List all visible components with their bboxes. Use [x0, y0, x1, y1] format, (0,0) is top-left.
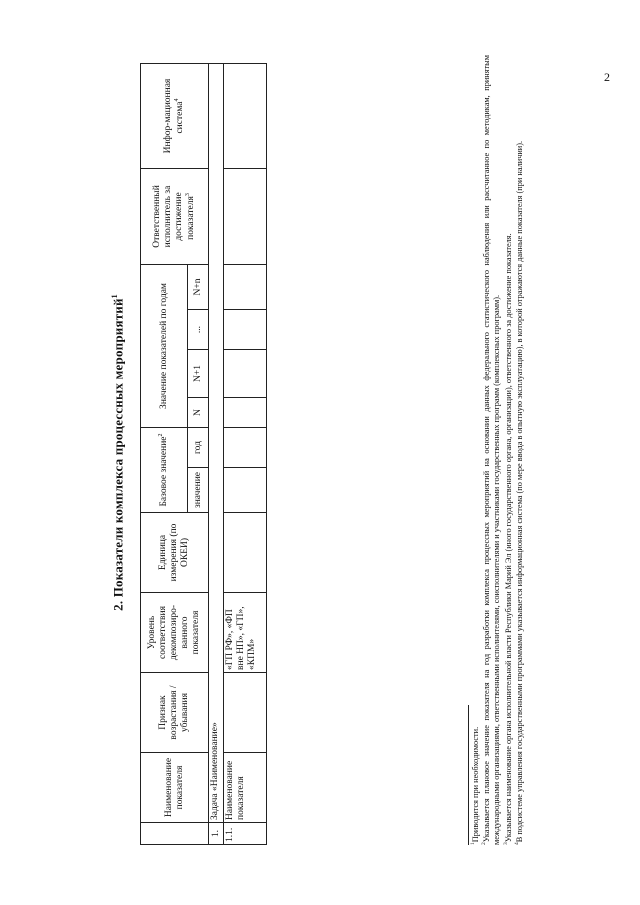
header-responsible-text: Ответственный исполнитель за достижение показателя — [152, 185, 196, 248]
item-year-dots — [224, 310, 267, 350]
header-base-value-footnote-mark: 2 — [157, 433, 164, 437]
item-trend — [224, 673, 267, 753]
header-base-value-value: значение — [188, 468, 209, 513]
header-year-n1: N+1 — [188, 350, 209, 398]
header-year-nn: N+n — [188, 265, 209, 310]
table-row — [224, 64, 267, 845]
page-number: 2 — [604, 70, 610, 84]
header-info-system — [141, 64, 209, 169]
header-year-dots: ... — [188, 310, 209, 350]
header-trend: Признак возрастания / убывания — [141, 673, 209, 753]
footnote-text: Указывается наименование органа исполнительной власти Республики Марий Эл (иного государственного органа, организации), ответственного за достижение показателя. — [503, 233, 513, 843]
footnote-mark: 2 — [481, 842, 488, 845]
footnotes — [470, 55, 525, 845]
item-unit — [224, 513, 267, 593]
header-responsible-footnote-mark: 3 — [184, 193, 191, 197]
footnote-3 — [503, 55, 514, 845]
item-info-system — [224, 64, 267, 169]
item-base-value — [224, 468, 267, 513]
section-title — [110, 30, 126, 875]
footnote-text: Указывается плановое значение показателя на год разработки комплекса процессных мероприятий на основании данных федерального статистического наблюдения или рассчитанное по методикам, принятым международными организациями, ответственными исполнителями, соисполнителями и участниками государственных программ (комплексных программ). — [481, 55, 502, 845]
header-base-value-year: год — [188, 428, 209, 468]
item-responsible — [224, 169, 267, 265]
header-years: Значение показателей по годам — [141, 265, 188, 428]
task-label: Задача «Наименование» — [209, 64, 224, 823]
header-year-n: N — [188, 398, 209, 428]
header-unit: Единица измерения (по ОКЕИ) — [141, 513, 209, 593]
header-indicator-name: Наименование показателя — [141, 753, 209, 823]
footnote-separator — [468, 705, 469, 845]
footnote-mark: 1 — [470, 842, 476, 845]
header-info-system-footnote-mark: 4 — [173, 98, 180, 102]
item-number: 1.1. — [224, 823, 267, 845]
task-number: 1. — [209, 823, 224, 845]
table-header-row — [141, 64, 188, 845]
footnote-text: В подсистеме управления государственными программами указывается информационная система (по мере ввода в опытную эксплуатацию), в которой отражаются данные показателя (при наличии). — [514, 140, 524, 843]
footnote-1 — [470, 55, 481, 845]
indicators-table — [140, 63, 267, 845]
header-number — [141, 823, 209, 845]
footnote-2 — [481, 55, 502, 845]
header-base-value-text: Базовое значение — [159, 436, 170, 507]
header-base-value — [141, 428, 188, 513]
footnote-mark: 4 — [513, 842, 520, 845]
item-name: Наименование показателя — [224, 753, 267, 823]
header-info-system-text: Инфор-мационная система — [163, 78, 186, 154]
footnote-mark: 3 — [502, 842, 509, 845]
item-base-year — [224, 428, 267, 468]
footnote-text: Приводится при необходимости. — [470, 726, 480, 843]
item-level: «ГП РФ», «ФП вне НП», «ГП», «КПМ» — [224, 593, 267, 673]
section-title-footnote-mark: 1 — [110, 294, 119, 299]
item-year-nn — [224, 265, 267, 310]
header-responsible — [141, 169, 209, 265]
item-year-n1 — [224, 350, 267, 398]
footnote-4 — [514, 55, 525, 845]
task-row — [209, 64, 224, 845]
item-year-n — [224, 398, 267, 428]
section-title-text: 2. Показатели комплекса процессных мероприятий — [110, 298, 126, 611]
header-level: Уровень соответствия декомпозиро-ванного показателя — [141, 593, 209, 673]
